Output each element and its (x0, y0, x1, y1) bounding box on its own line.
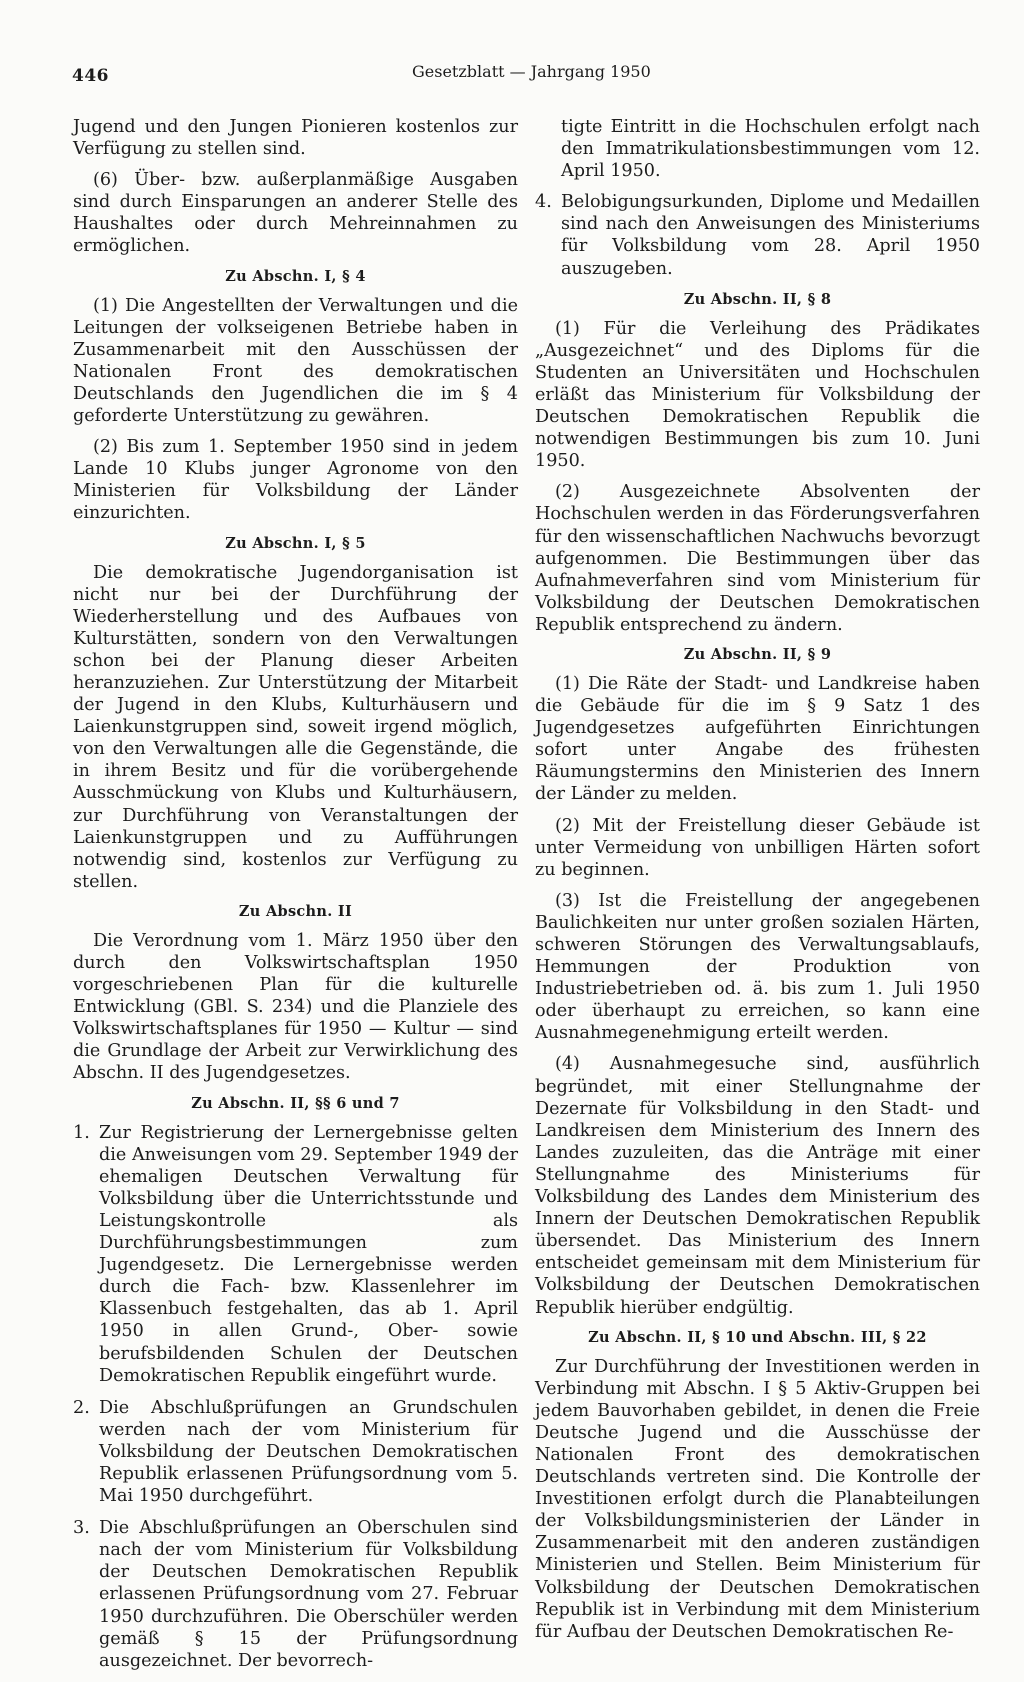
paragraph: (2) Bis zum 1. September 1950 sind in jedem Lande 10 Klubs junger Agronome von den Ministerien für Volksbildung der Länder einzurichten. (73, 437, 518, 524)
item-text: Belobigungsurkunden, Diplome und Medaillen sind nach den Anweisungen des Ministeriums für Volksbildung vom 28. April 1950 auszugeben. (561, 192, 980, 279)
section-heading: Zu Abschn. II, § 10 und Abschn. III, § 22 (588, 1328, 927, 1346)
page-header (72, 58, 992, 84)
paragraph: (3) Ist die Freistellung der angegebenen Baulichkeiten nur unter großen sozialen Härten, schweren Störungen des Verwaltungsablaufs, Hemmungen der Produktion von Industriebetrieben od. ä. bis zum 1. Juli 1950 oder überhaupt zu erreichen, so kann eine Ausnahmegenehmigung erteilt werden. (535, 890, 980, 1044)
section-heading: Zu Abschn. I, § 4 (225, 267, 366, 285)
paragraph: (1) Für die Verleihung des Prädikates „Ausgezeichnet“ und des Diploms für die Studenten an Universitäten und Hochschulen erläßt das Ministerium für Volksbildung der Deutschen Demokratischen Republik die notwendigen Bestimmungen bis zum 10. Juni 1950. (535, 318, 980, 472)
item-text: Zur Registrierung der Lernergebnisse gelten die Anweisungen vom 29. September 1949 der ehemaligen Deutschen Verwaltung für Volksbildung über die Unterrichtsstunde und Leistungskontrolle als Durchführungsbestimmungen zum Jugendgesetz. Die Lernergebnisse werden durch die Fach- bzw. Klassenlehrer im Klassenbuch festgehalten, das ab 1. April 1950 in allen Grund-, Ober- sowie berufsbildenden Schulen der Deutschen Demokratischen Republik eingeführt wurde. (99, 1122, 518, 1386)
paragraph: tigte Eintritt in die Hochschulen erfolgt nach den Immatrikulationsbestimmungen vom 12. April 1950. (561, 117, 980, 182)
paragraph: Zur Durchführung der Investitionen werden in Verbindung mit Abschn. I § 5 Aktiv-Gruppen bei jedem Bauvorhaben gebildet, in denen die Freie Deutsche Jugend und die Ausschüsse der Nationalen Front des demokratischen Deutschlands vertreten sind. Die Kontrolle der Investitionen erfolgt durch die Planabteilungen der Volksbildungsministerien der Länder in Zusammenarbeit mit den anderen zuständigen Ministerien und Stellen. Beim Ministerium für Volksbildung der Deutschen Demokratischen Republik ist in Verbindung mit dem Ministerium für Aufbau der Deutschen Demokratischen Re- (535, 1356, 980, 1642)
page-number: 446 (72, 66, 109, 86)
section-heading: Zu Abschn. II (238, 902, 353, 920)
numbered-item (535, 191, 980, 279)
item-number: 1. (73, 1122, 90, 1143)
paragraph: (4) Ausnahmegesuche sind, ausführlich begründet, mit einer Stellungnahme der Dezernate für Volksbildung in den Stadt- und Landkreisen dem Ministerium des Innern des Landes zuzuleiten, das die Anträge mit einer Stellungnahme des Ministeriums für Volksbildung des Landes dem Ministerium des Innern der Deutschen Demokratischen Republik übersendet. Das Ministerium des Innern entscheidet gemeinsam mit dem Ministerium für Volksbildung der Deutschen Demokratischen Republik hierüber endgültig. (535, 1054, 980, 1318)
paragraph: Jugend und den Jungen Pionieren kostenlos zur Verfügung zu stellen sind. (73, 117, 518, 160)
item-text: Die Abschlußprüfungen an Oberschulen sind nach der vom Ministerium für Volksbildung der Deutschen Demokratischen Republik erlassenen Prüfungsordnung vom 27. Februar 1950 durchzuführen. Die Oberschüler werden gemäß § 15 der Prüfungsordnung ausgezeichnet. Der bevorrech- (99, 1518, 518, 1671)
section-heading: Zu Abschn. II, § 8 (683, 290, 832, 308)
section-heading: Zu Abschn. II, §§ 6 und 7 (191, 1094, 400, 1112)
paragraph: (2) Mit der Freistellung dieser Gebäude ist unter Vermeidung von unbilligen Härten sofort zu beginnen. (535, 815, 980, 880)
item-number: 3. (73, 1518, 90, 1539)
numbered-item (73, 1397, 518, 1507)
running-head: Gesetzblatt — Jahrgang 1950 (412, 62, 651, 81)
item-text: Die Abschlußprüfungen an Grundschulen werden nach der vom Ministerium für Volksbildung der Deutschen Demokratischen Republik erlassenen Prüfungsordnung vom 5. Mai 1950 durchgeführt. (99, 1397, 518, 1507)
numbered-item (73, 1122, 518, 1387)
paragraph: (1) Die Räte der Stadt- und Landkreise haben die Gebäude für die im § 9 Satz 1 des Jugendgesetzes aufgeführten Einrichtungen sofort unter Angabe des frühesten Räumungstermins den Ministerien des Innern der Länder zu melden. (535, 673, 980, 805)
item-number: 2. (73, 1397, 90, 1418)
paragraph: (2) Ausgezeichnete Absolventen der Hochschulen werden in das Förderungsverfahren für den wissenschaftlichen Nachwuchs bevorzugt aufgenommen. Die Bestimmungen über das Aufnahmeverfahren sind vom Ministerium für Volksbildung der Deutschen Demokratischen Republik entsprechend zu ändern. (535, 482, 980, 635)
paragraph: (6) Über- bzw. außerplanmäßige Ausgaben sind durch Einsparungen an anderer Stelle des Haushaltes oder durch Mehreinnahmen zu ermöglichen. (73, 170, 518, 257)
item-number: 4. (535, 192, 552, 213)
paragraph: (1) Die Angestellten der Verwaltungen und die Leitungen der volkseigenen Betriebe haben in Zusammenarbeit mit den Ausschüssen der Nationalen Front des demokratischen Deutschlands den Jugendlichen die im § 4 geforderte Unterstützung zu gewähren. (73, 295, 518, 427)
section-heading: Zu Abschn. II, § 9 (683, 645, 832, 663)
paragraph: Die Verordnung vom 1. März 1950 über den durch den Volkswirtschaftsplan 1950 vorgeschriebenen Plan für die kulturelle Entwicklung (GBl. S. 234) und die Planziele des Volkswirtschaftsplanes für 1950 — Kultur — sind die Grundlage der Arbeit zur Verwirklichung des Abschn. II des Jugendgesetzes. (73, 930, 518, 1084)
right-column (535, 116, 980, 1652)
numbered-item (73, 1517, 518, 1672)
section-heading: Zu Abschn. I, § 5 (225, 534, 366, 552)
paragraph: Die demokratische Jugendorganisation ist nicht nur bei der Durchführung der Wiederherstellung und des Aufbaues von Kulturstätten, sondern von den Verwaltungen schon bei der Planung dieser Arbeiten heranzuziehen. Zur Unterstützung der Mitarbeit der Jugend in den Klubs, Kulturhäusern und Laienkunstgruppen sind, soweit irgend möglich, von den Verwaltungen alle die Gegenstände, die in ihrem Besitz und für die vorübergehende Ausschmückung von Klubs und Kulturhäusern, zur Durchführung von Veranstaltungen der Laienkunstgruppen und zu Aufführungen notwendig sind, kostenlos zur Verfügung zu stellen. (73, 562, 518, 892)
left-column (73, 116, 518, 1682)
